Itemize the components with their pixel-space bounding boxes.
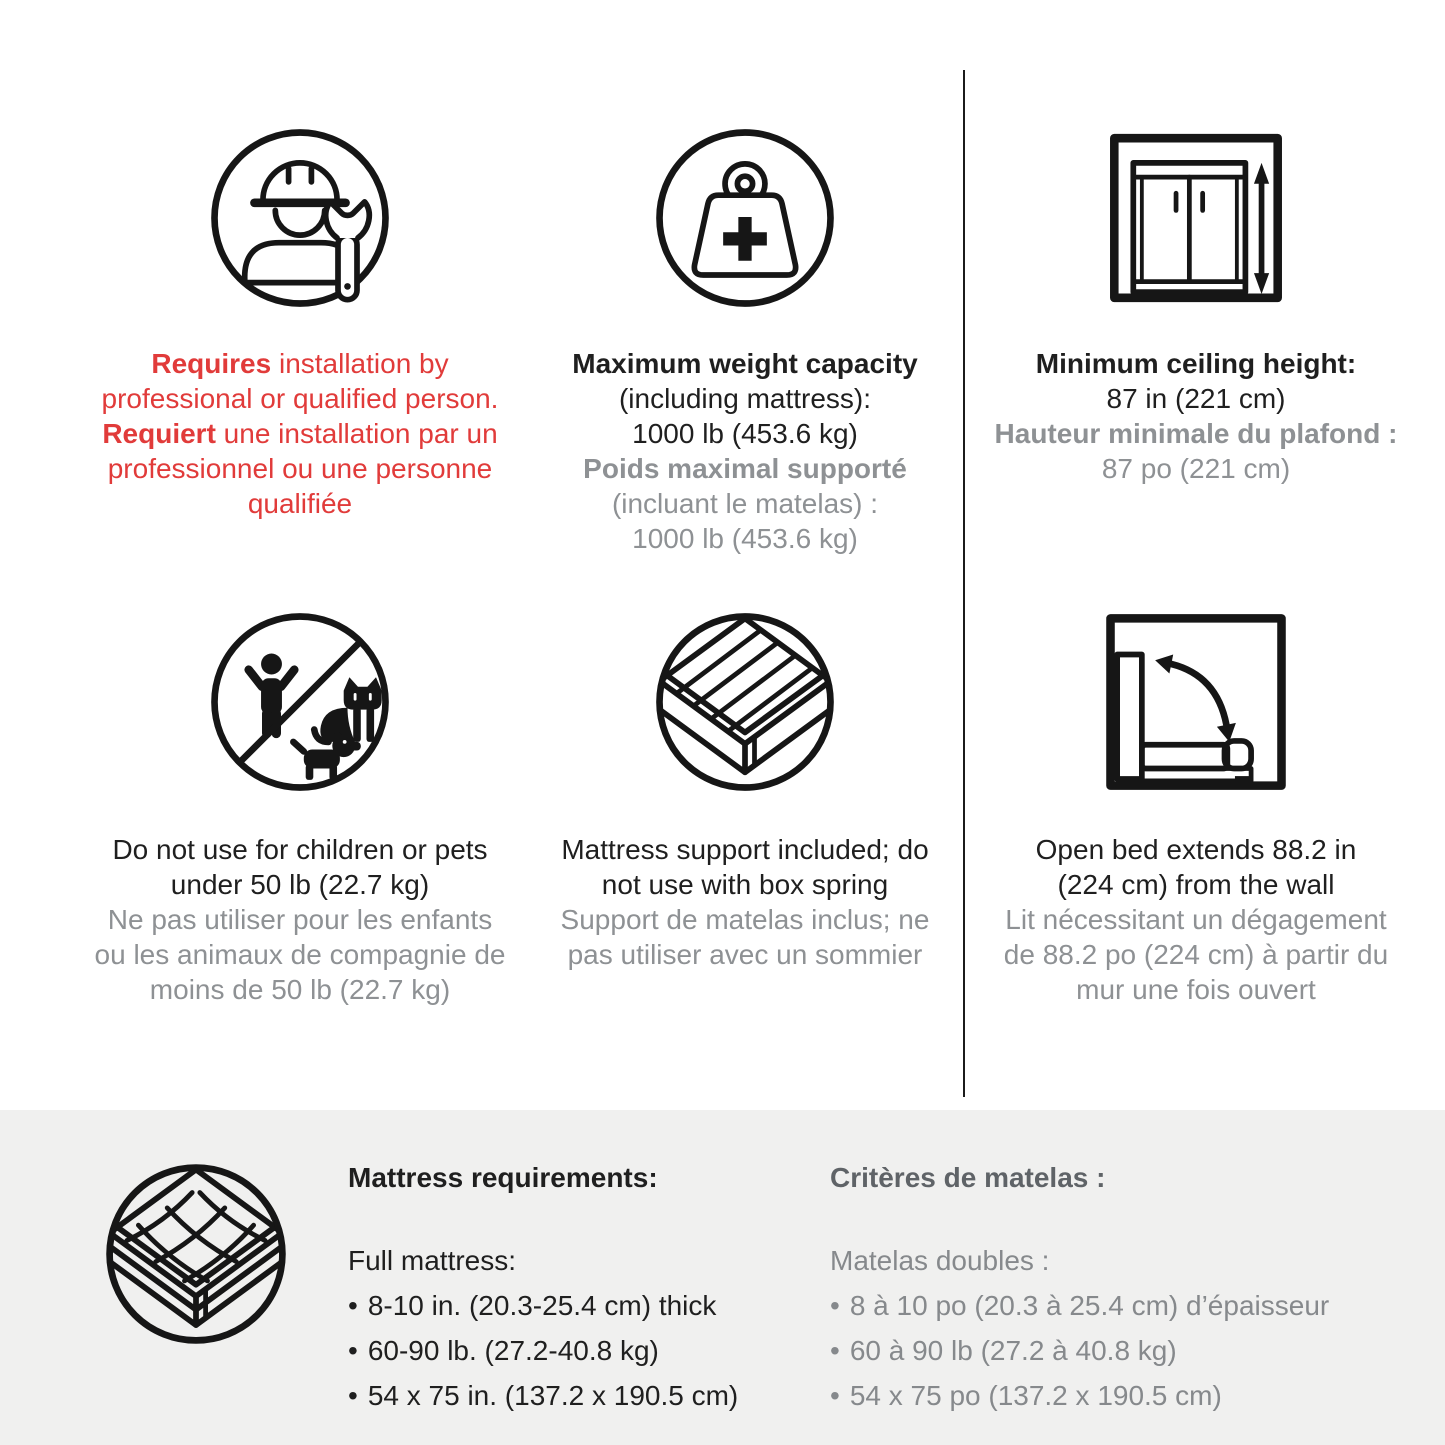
panel-ceiling-height	[967, 115, 1425, 486]
requirement-text: 8 à 10 po (20.3 à 25.4 cm) d’épaisseur	[849, 1290, 1330, 1321]
requirements-heading-fr: Critères de matelas :	[830, 1162, 1106, 1193]
mattress-icon	[100, 1158, 292, 1350]
support-caption	[561, 832, 930, 972]
requirement-item	[830, 1283, 1410, 1328]
mattress-requirements-band	[0, 1110, 1445, 1445]
weight-capacity-icon	[650, 123, 840, 313]
caption-line: 1000 lb (453.6 kg)	[632, 418, 858, 449]
requirement-item	[830, 1328, 1410, 1373]
bullet-dot: •	[830, 1290, 840, 1321]
caption-line: Support de matelas inclus; ne	[560, 904, 930, 935]
caption-line: (including mattress):	[618, 383, 872, 414]
caption-text: professional or qualified person.	[101, 383, 499, 414]
caption-line	[102, 381, 499, 416]
children-caption	[95, 832, 506, 1007]
cat-silhouette	[320, 677, 381, 742]
openbed-caption	[1004, 832, 1388, 1007]
caption-line	[102, 451, 499, 486]
bullet-dot: •	[348, 1290, 358, 1321]
requirements-subheading-en: Full mattress:	[348, 1245, 517, 1276]
panel-installation	[40, 115, 560, 521]
slat-support-icon	[650, 607, 840, 797]
caption-line: Hauteur minimale du plafond :	[994, 418, 1398, 449]
caption-line: 87 po (221 cm)	[1101, 453, 1291, 484]
caption-line: mur une fois ouvert	[1076, 974, 1316, 1005]
caption-line: moins de 50 lb (22.7 kg)	[149, 974, 451, 1005]
panel-open-bed	[967, 602, 1425, 1007]
requirement-item	[348, 1283, 808, 1328]
caption-line: 1000 lb (453.6 kg)	[632, 523, 858, 554]
caption-line: 87 in (221 cm)	[1106, 383, 1286, 414]
panel-mattress-support	[535, 602, 955, 972]
caption-line	[102, 346, 499, 381]
caption-line: Lit nécessitant un dégagement	[1005, 904, 1387, 935]
mattress-requirements-fr	[830, 1160, 1410, 1418]
caption-line: de 88.2 po (224 cm) à partir du	[1003, 939, 1389, 970]
caption-line: under 50 lb (22.7 kg)	[170, 869, 430, 900]
bullet-dot: •	[830, 1335, 840, 1366]
open-bed-icon-box	[1101, 602, 1291, 802]
ceiling-icon-box	[1101, 115, 1291, 320]
requirements-subheading-fr: Matelas doubles :	[830, 1245, 1050, 1276]
bullet-dot: •	[348, 1335, 358, 1366]
caption-line	[102, 486, 499, 521]
bullet-dot: •	[830, 1380, 840, 1411]
installer-icon-box	[205, 115, 395, 320]
caption-text: qualifiée	[247, 488, 353, 519]
caption-text: professionnel ou une personne	[107, 453, 493, 484]
panel-weight-capacity	[535, 115, 955, 556]
installation-caption	[102, 346, 499, 521]
requirement-text: 8-10 in. (20.3-25.4 cm) thick	[367, 1290, 717, 1321]
weight-icon-box	[650, 115, 840, 320]
caption-line	[102, 416, 499, 451]
installer-icon	[205, 123, 395, 313]
no-children-pets-icon-box	[205, 602, 395, 802]
caption-text: Requiert	[102, 418, 216, 449]
requirement-text: 54 x 75 po (137.2 x 190.5 cm)	[849, 1380, 1222, 1411]
caption-line: Mattress support included; do	[561, 834, 929, 865]
vertical-divider	[963, 70, 965, 1097]
weight-caption	[572, 346, 917, 556]
caption-line: Ne pas utiliser pour les enfants	[107, 904, 493, 935]
requirement-item	[348, 1328, 808, 1373]
requirement-item	[348, 1373, 808, 1418]
caption-line: Maximum weight capacity	[572, 348, 918, 379]
slat-support-icon-box	[650, 602, 840, 802]
caption-text: une installation par un	[215, 418, 498, 449]
caption-line: Minimum ceiling height:	[1035, 348, 1357, 379]
caption-text: installation by	[271, 348, 449, 379]
requirement-text: 60-90 lb. (27.2-40.8 kg)	[367, 1335, 659, 1366]
ceiling-caption	[995, 346, 1398, 486]
caption-line: ou les animaux de compagnie de	[94, 939, 506, 970]
caption-line: Do not use for children or pets	[112, 834, 488, 865]
bullet-dot: •	[348, 1380, 358, 1411]
requirements-heading-en: Mattress requirements:	[348, 1162, 658, 1193]
caption-line: (224 cm) from the wall	[1057, 869, 1335, 900]
requirement-text: 54 x 75 in. (137.2 x 190.5 cm)	[367, 1380, 739, 1411]
open-bed-icon	[1101, 607, 1291, 797]
no-children-pets-icon	[205, 607, 395, 797]
requirement-item	[830, 1373, 1410, 1418]
caption-line: Poids maximal supporté	[583, 453, 907, 484]
mattress-requirements-en	[348, 1160, 808, 1418]
caption-line: (incluant le matelas) :	[611, 488, 879, 519]
caption-text: Requires	[151, 348, 272, 379]
caption-line: Open bed extends 88.2 in	[1035, 834, 1357, 865]
caption-line: not use with box spring	[601, 869, 889, 900]
panel-no-children-pets	[40, 602, 560, 1007]
caption-line: pas utiliser avec un sommier	[567, 939, 923, 970]
ceiling-height-icon	[1101, 123, 1291, 313]
requirement-text: 60 à 90 lb (27.2 à 40.8 kg)	[849, 1335, 1177, 1366]
